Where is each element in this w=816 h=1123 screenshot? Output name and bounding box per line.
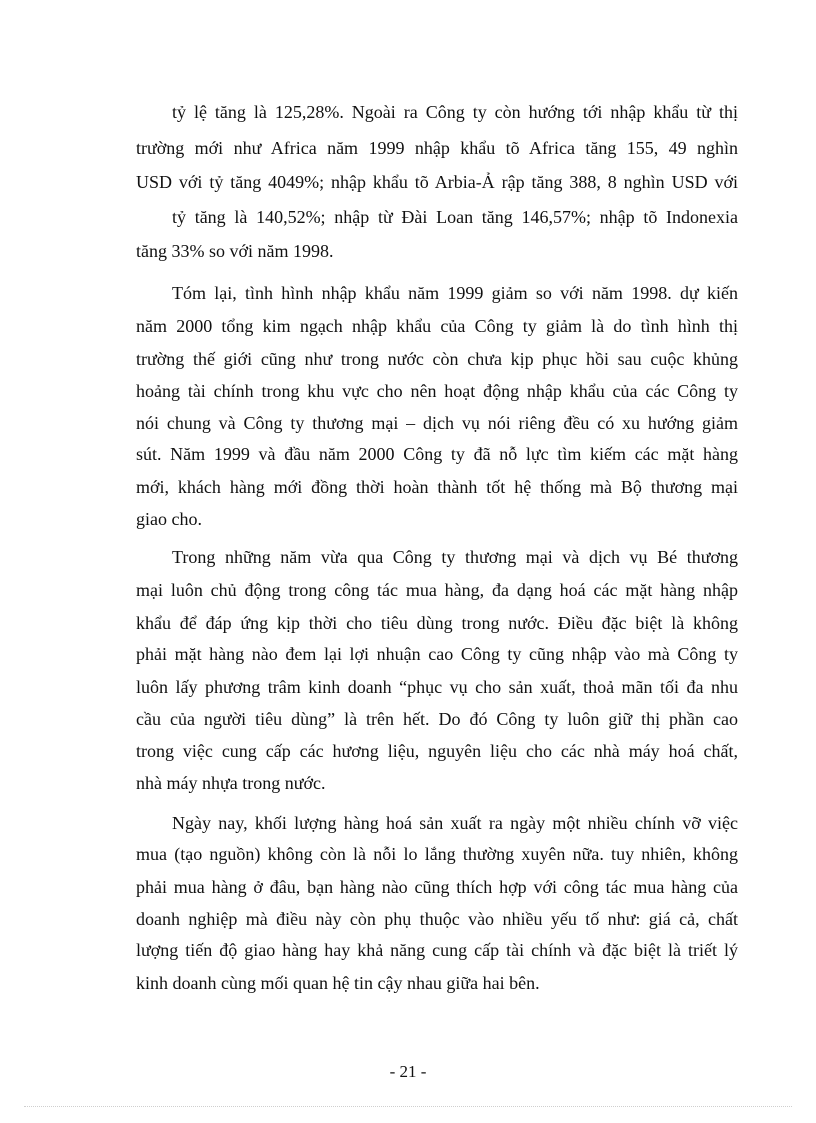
text-line: tỷ tăng là 140,52%; nhập từ Đài Loan tăng 146,57%; nhập tõ Indonexia [172,207,738,227]
text-line: mại luôn chủ động trong công tác mua hàng, đa dạng hoá các mặt hàng nhập [136,580,738,600]
text-line: phải mặt hàng nào đem lại lợi nhuận cao Công ty cũng nhập vào mà Công ty [136,644,738,664]
text-line: kinh doanh cùng mối quan hệ tin cậy nhau giữa hai bên. [136,973,540,993]
text-line: phải mua hàng ở đâu, bạn hàng nào cũng thích hợp với công tác mua hàng của [136,877,738,897]
text-line: giao cho. [136,509,202,529]
page-number: - 21 - [389,1062,427,1081]
text-line: USD với tỷ tăng 4049%; nhập khẩu tõ Arbia-Ả rập tăng 388, 8 nghìn USD với [136,172,738,192]
text-line: mới, khách hàng mới đồng thời hoàn thành tốt hệ thống mà Bộ thương mại [136,477,738,497]
text-line: lượng tiến độ giao hàng hay khả năng cung cấp tài chính và đặc biệt là triết lý [136,940,738,960]
text-line: doanh nghiệp mà điều này còn phụ thuộc vào nhiều yếu tố như: giá cả, chất [136,909,738,929]
text-line: tăng 33% so với năm 1998. [136,241,334,261]
text-line: khẩu để đáp ứng kịp thời cho tiêu dùng trong nước. Điều đặc biệt là không [136,613,738,633]
text-line: mua (tạo nguồn) không còn là nỗi lo lắng thường xuyên nữa. tuy nhiên, không [136,844,738,864]
text-line: luôn lấy phương trâm kinh doanh “phục vụ cho sản xuất, thoả mãn tối đa nhu [136,677,738,697]
text-line: trong việc cung cấp các hương liệu, nguyên liệu cho các nhà máy hoá chất, [136,741,738,761]
text-line: nói chung và Công ty thương mại – dịch vụ nói riêng đều có xu hướng giảm [136,413,738,433]
text-line: Trong những năm vừa qua Công ty thương mại và dịch vụ Bé thương [172,547,738,567]
text-line: sút. Năm 1999 và đầu năm 2000 Công ty đã nỗ lực tìm kiếm các mặt hàng [136,444,738,464]
text-line: Tóm lại, tình hình nhập khẩu năm 1999 giảm so với năm 1998. dự kiến [172,283,738,303]
text-line: Ngày nay, khối lượng hàng hoá sản xuất ra ngày một nhiều chính vỡ việc [172,813,738,833]
text-line: trường thế giới cũng như trong nước còn chưa kịp phục hồi sau cuộc khủng [136,349,738,369]
text-line: tỷ lệ tăng là 125,28%. Ngoài ra Công ty còn hướng tới nhập khẩu từ thị [172,102,738,122]
text-line: cầu của người tiêu dùng” là trên hết. Do đó Công ty luôn giữ thị phần cao [136,709,738,729]
text-line: năm 2000 tổng kim ngạch nhập khẩu của Công ty giảm là do tình hình thị [136,316,738,336]
text-line: hoảng tài chính trong khu vực cho nên hoạt động nhập khẩu của các Công ty [136,381,738,401]
bottom-divider [24,1106,792,1107]
text-line: trường mới như Africa năm 1999 nhập khẩu tõ Africa tăng 155, 49 nghìn [136,138,738,158]
text-line: nhà máy nhựa trong nước. [136,773,326,793]
